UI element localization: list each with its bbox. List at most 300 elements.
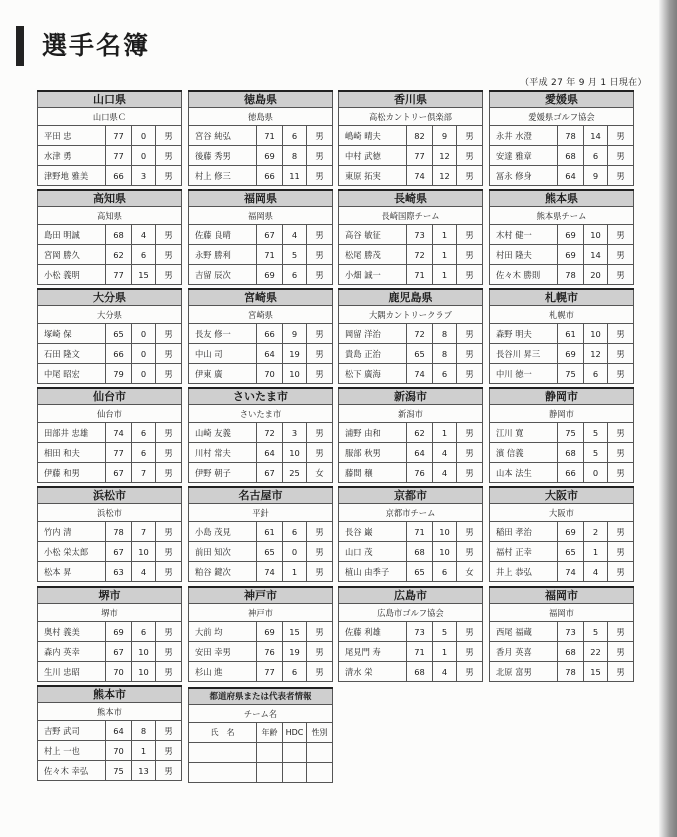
legend-blank-cell — [283, 743, 307, 763]
player-name: 杉山 進 — [189, 662, 257, 682]
player-row — [490, 324, 634, 344]
player-sex: 男 — [457, 146, 483, 166]
player-hdc: 8 — [283, 146, 307, 166]
team-table — [489, 586, 634, 682]
player-hdc: 1 — [283, 562, 307, 582]
team-table — [188, 189, 333, 285]
page-title: 選手名簿 — [42, 31, 151, 60]
player-sex: 男 — [307, 265, 333, 285]
player-sex: 男 — [156, 225, 182, 245]
player-hdc: 11 — [283, 166, 307, 186]
team-name: 静岡市 — [490, 405, 634, 423]
player-row — [38, 622, 182, 642]
player-age: 71 — [407, 642, 433, 662]
team-table — [489, 189, 634, 285]
team-name: 熊本県チーム — [490, 207, 634, 225]
player-hdc: 4 — [433, 443, 457, 463]
player-row — [490, 423, 634, 443]
player-row — [339, 324, 483, 344]
player-hdc: 9 — [433, 126, 457, 146]
player-age: 65 — [558, 542, 584, 562]
player-name: 田部井 忠雄 — [38, 423, 106, 443]
player-age: 69 — [257, 146, 283, 166]
player-sex: 男 — [457, 542, 483, 562]
player-sex: 男 — [608, 225, 634, 245]
player-age: 67 — [106, 542, 132, 562]
player-row — [38, 463, 182, 483]
player-name: 山本 法生 — [490, 463, 558, 483]
legend-blank-cell — [307, 743, 333, 763]
legend-col-sex: 性別 — [307, 723, 333, 743]
player-name: 村田 隆夫 — [490, 245, 558, 265]
team-table — [338, 189, 483, 285]
player-hdc: 19 — [283, 642, 307, 662]
region-header: 鹿児島県 — [339, 289, 483, 306]
player-hdc: 1 — [433, 265, 457, 285]
player-name: 永井 水澄 — [490, 126, 558, 146]
player-sex: 男 — [307, 245, 333, 265]
team-table — [188, 387, 333, 483]
team-name: 福岡県 — [189, 207, 333, 225]
player-age: 62 — [407, 423, 433, 443]
player-row — [38, 522, 182, 542]
player-row — [339, 245, 483, 265]
player-hdc: 7 — [132, 463, 156, 483]
player-age: 77 — [106, 265, 132, 285]
team-table — [37, 189, 182, 285]
player-age: 69 — [558, 245, 584, 265]
player-row — [339, 265, 483, 285]
team-name: 広島市ゴルフ協会 — [339, 604, 483, 622]
player-row — [189, 662, 333, 682]
player-name: 粕谷 鍵次 — [189, 562, 257, 582]
player-age: 62 — [106, 245, 132, 265]
region-header: さいたま市 — [189, 388, 333, 405]
player-hdc: 5 — [433, 622, 457, 642]
player-row — [38, 364, 182, 384]
player-age: 61 — [257, 522, 283, 542]
player-age: 64 — [407, 443, 433, 463]
player-hdc: 7 — [132, 522, 156, 542]
player-row — [38, 443, 182, 463]
player-row — [189, 562, 333, 582]
player-hdc: 1 — [433, 423, 457, 443]
player-sex: 男 — [156, 126, 182, 146]
player-age: 61 — [558, 324, 584, 344]
player-sex: 男 — [156, 642, 182, 662]
player-hdc: 8 — [433, 344, 457, 364]
player-name: 小松 栄太郎 — [38, 542, 106, 562]
player-age: 66 — [106, 344, 132, 364]
player-hdc: 5 — [584, 622, 608, 642]
player-age: 71 — [407, 522, 433, 542]
player-sex: 男 — [457, 166, 483, 186]
region-header: 静岡市 — [490, 388, 634, 405]
region-header: 浜松市 — [38, 487, 182, 504]
player-hdc: 8 — [132, 721, 156, 741]
player-hdc: 4 — [433, 662, 457, 682]
player-name: 松尾 勝茂 — [339, 245, 407, 265]
player-name: 江川 寛 — [490, 423, 558, 443]
player-hdc: 25 — [283, 463, 307, 483]
team-table — [489, 288, 634, 384]
team-table — [489, 486, 634, 582]
player-row — [490, 463, 634, 483]
player-age: 71 — [407, 265, 433, 285]
player-sex: 男 — [457, 225, 483, 245]
player-sex: 男 — [307, 622, 333, 642]
player-age: 74 — [257, 562, 283, 582]
region-header: 神戸市 — [189, 587, 333, 604]
player-age: 78 — [106, 522, 132, 542]
player-sex: 男 — [307, 423, 333, 443]
team-table — [489, 387, 634, 483]
region-header: 広島市 — [339, 587, 483, 604]
player-row — [339, 662, 483, 682]
player-sex: 男 — [608, 364, 634, 384]
player-row — [38, 423, 182, 443]
player-sex: 男 — [156, 622, 182, 642]
player-sex: 男 — [307, 126, 333, 146]
player-sex: 男 — [307, 522, 333, 542]
player-hdc: 6 — [132, 423, 156, 443]
legend-col-name: 氏 名 — [189, 723, 257, 743]
player-sex: 男 — [156, 166, 182, 186]
team-name: 浜松市 — [38, 504, 182, 522]
player-hdc: 3 — [132, 166, 156, 186]
player-hdc: 10 — [132, 542, 156, 562]
team-name: 仙台市 — [38, 405, 182, 423]
player-hdc: 0 — [132, 126, 156, 146]
player-hdc: 2 — [584, 522, 608, 542]
player-sex: 男 — [156, 344, 182, 364]
team-table — [37, 387, 182, 483]
player-name: 高谷 敏征 — [339, 225, 407, 245]
region-header: 大阪市 — [490, 487, 634, 504]
player-hdc: 5 — [283, 245, 307, 265]
player-age: 74 — [407, 364, 433, 384]
player-sex: 男 — [156, 423, 182, 443]
player-age: 69 — [257, 265, 283, 285]
player-hdc: 8 — [433, 324, 457, 344]
player-name: 平田 忠 — [38, 126, 106, 146]
player-name: 香月 英喜 — [490, 642, 558, 662]
player-sex: 男 — [156, 662, 182, 682]
player-sex: 男 — [156, 245, 182, 265]
player-sex: 男 — [608, 166, 634, 186]
player-age: 68 — [558, 642, 584, 662]
player-name: 後藤 秀男 — [189, 146, 257, 166]
player-sex: 男 — [608, 126, 634, 146]
player-age: 72 — [407, 245, 433, 265]
player-age: 68 — [407, 542, 433, 562]
player-row — [339, 562, 483, 582]
player-name: 中川 徳一 — [490, 364, 558, 384]
player-name: 前田 知次 — [189, 542, 257, 562]
player-age: 73 — [407, 225, 433, 245]
player-name: 浦野 由和 — [339, 423, 407, 443]
region-header: 仙台市 — [38, 388, 182, 405]
player-age: 75 — [106, 761, 132, 781]
player-age: 69 — [558, 522, 584, 542]
team-table — [188, 90, 333, 186]
player-sex: 男 — [608, 146, 634, 166]
player-row — [38, 126, 182, 146]
player-sex: 男 — [156, 463, 182, 483]
player-hdc: 0 — [283, 542, 307, 562]
player-age: 66 — [106, 166, 132, 186]
player-age: 67 — [257, 463, 283, 483]
player-sex: 男 — [608, 463, 634, 483]
region-header: 札幌市 — [490, 289, 634, 306]
player-row — [38, 265, 182, 285]
player-row — [490, 622, 634, 642]
team-name: 高知県 — [38, 207, 182, 225]
player-name: 佐々木 幸弘 — [38, 761, 106, 781]
player-age: 67 — [106, 463, 132, 483]
player-sex: 男 — [608, 562, 634, 582]
player-age: 65 — [257, 542, 283, 562]
player-sex: 男 — [457, 463, 483, 483]
player-name: 木村 健一 — [490, 225, 558, 245]
player-hdc: 14 — [584, 245, 608, 265]
player-name: 小島 茂見 — [189, 522, 257, 542]
player-hdc: 10 — [283, 443, 307, 463]
player-name: 福村 正幸 — [490, 542, 558, 562]
player-sex: 男 — [608, 324, 634, 344]
player-age: 75 — [558, 423, 584, 443]
player-sex: 男 — [608, 443, 634, 463]
player-row — [339, 126, 483, 146]
player-age: 64 — [257, 344, 283, 364]
player-sex: 男 — [457, 622, 483, 642]
player-sex: 男 — [156, 562, 182, 582]
player-row — [490, 126, 634, 146]
player-row — [189, 146, 333, 166]
team-name: 大分県 — [38, 306, 182, 324]
player-row — [189, 324, 333, 344]
player-sex: 男 — [608, 245, 634, 265]
player-name: 小松 義明 — [38, 265, 106, 285]
player-age: 66 — [257, 166, 283, 186]
player-hdc: 13 — [132, 761, 156, 781]
player-row — [339, 642, 483, 662]
player-row — [38, 245, 182, 265]
player-name: 安達 雅章 — [490, 146, 558, 166]
player-row — [490, 522, 634, 542]
player-sex: 男 — [156, 522, 182, 542]
region-header: 香川県 — [339, 91, 483, 108]
player-hdc: 1 — [433, 225, 457, 245]
player-age: 76 — [407, 463, 433, 483]
player-name: 長谷 巌 — [339, 522, 407, 542]
player-hdc: 10 — [132, 642, 156, 662]
player-age: 70 — [257, 364, 283, 384]
team-name: 札幌市 — [490, 306, 634, 324]
legend-col-age: 年齢 — [257, 723, 283, 743]
player-row — [490, 364, 634, 384]
player-age: 64 — [257, 443, 283, 463]
player-name: 伊藤 和男 — [38, 463, 106, 483]
player-row — [490, 265, 634, 285]
player-name: 生川 忠昭 — [38, 662, 106, 682]
player-name: 竹内 清 — [38, 522, 106, 542]
team-name: 大阪市 — [490, 504, 634, 522]
player-name: 森野 明夫 — [490, 324, 558, 344]
player-sex: 男 — [156, 364, 182, 384]
player-hdc: 6 — [132, 622, 156, 642]
player-age: 71 — [257, 126, 283, 146]
player-age: 67 — [257, 225, 283, 245]
player-age: 68 — [558, 443, 584, 463]
player-sex: 男 — [307, 562, 333, 582]
player-age: 77 — [407, 146, 433, 166]
player-sex: 男 — [307, 542, 333, 562]
player-row — [339, 522, 483, 542]
player-hdc: 1 — [433, 245, 457, 265]
player-name: 伊東 廣 — [189, 364, 257, 384]
player-age: 76 — [257, 642, 283, 662]
player-name: 植山 由季子 — [339, 562, 407, 582]
player-hdc: 6 — [283, 522, 307, 542]
player-row — [189, 463, 333, 483]
player-hdc: 9 — [584, 166, 608, 186]
player-hdc: 5 — [584, 443, 608, 463]
team-name: 愛媛県ゴルフ協会 — [490, 108, 634, 126]
player-row — [490, 225, 634, 245]
player-name: 森内 英幸 — [38, 642, 106, 662]
player-sex: 女 — [307, 463, 333, 483]
page-edge-shadow — [659, 0, 677, 837]
region-header: 名古屋市 — [189, 487, 333, 504]
team-table — [188, 586, 333, 682]
player-row — [38, 166, 182, 186]
player-hdc: 15 — [283, 622, 307, 642]
legend-blank-cell — [257, 743, 283, 763]
player-age: 74 — [407, 166, 433, 186]
player-name: 川村 常夫 — [189, 443, 257, 463]
player-sex: 男 — [608, 522, 634, 542]
player-sex: 男 — [307, 324, 333, 344]
player-sex: 男 — [608, 542, 634, 562]
player-sex: 女 — [457, 562, 483, 582]
player-sex: 男 — [307, 443, 333, 463]
region-header: 大分県 — [38, 289, 182, 306]
player-name: 長谷川 昇三 — [490, 344, 558, 364]
player-hdc: 10 — [283, 364, 307, 384]
player-name: 吉留 辰次 — [189, 265, 257, 285]
region-header: 高知県 — [38, 190, 182, 207]
player-row — [490, 344, 634, 364]
player-row — [38, 324, 182, 344]
player-hdc: 6 — [584, 146, 608, 166]
player-row — [38, 721, 182, 741]
player-row — [339, 146, 483, 166]
player-row — [490, 642, 634, 662]
player-age: 66 — [257, 324, 283, 344]
player-row — [189, 642, 333, 662]
player-age: 79 — [106, 364, 132, 384]
player-sex: 男 — [457, 443, 483, 463]
region-header: 宮崎県 — [189, 289, 333, 306]
player-row — [339, 542, 483, 562]
player-age: 72 — [407, 324, 433, 344]
player-row — [189, 344, 333, 364]
player-sex: 男 — [608, 423, 634, 443]
player-row — [339, 364, 483, 384]
player-name: 佐々木 勝則 — [490, 265, 558, 285]
player-sex: 男 — [457, 642, 483, 662]
player-sex: 男 — [307, 364, 333, 384]
player-age: 69 — [558, 344, 584, 364]
player-age: 65 — [106, 324, 132, 344]
player-age: 77 — [106, 146, 132, 166]
player-sex: 男 — [156, 721, 182, 741]
player-row — [38, 146, 182, 166]
player-name: 長友 修一 — [189, 324, 257, 344]
player-sex: 男 — [608, 265, 634, 285]
player-sex: 男 — [156, 741, 182, 761]
player-name: 相田 和夫 — [38, 443, 106, 463]
region-header: 愛媛県 — [490, 91, 634, 108]
team-table — [338, 586, 483, 682]
legend-header: 都道府県または代表者情報 — [189, 688, 333, 705]
player-name: 山口 茂 — [339, 542, 407, 562]
player-name: 塚崎 保 — [38, 324, 106, 344]
player-hdc: 1 — [132, 741, 156, 761]
team-name: さいたま市 — [189, 405, 333, 423]
player-name: 嶋崎 晴夫 — [339, 126, 407, 146]
player-sex: 男 — [307, 225, 333, 245]
player-hdc: 6 — [132, 245, 156, 265]
player-hdc: 0 — [132, 344, 156, 364]
team-name: 長崎国際チーム — [339, 207, 483, 225]
player-name: 水津 勇 — [38, 146, 106, 166]
player-row — [38, 562, 182, 582]
player-row — [189, 423, 333, 443]
player-row — [189, 542, 333, 562]
player-sex: 男 — [307, 662, 333, 682]
player-sex: 男 — [156, 761, 182, 781]
legend-blank-cell — [189, 763, 257, 783]
player-sex: 男 — [457, 265, 483, 285]
player-name: 藤間 穣 — [339, 463, 407, 483]
player-hdc: 5 — [584, 423, 608, 443]
player-row — [490, 245, 634, 265]
team-table — [338, 90, 483, 186]
player-sex: 男 — [457, 324, 483, 344]
player-hdc: 1 — [433, 642, 457, 662]
player-row — [189, 522, 333, 542]
player-row — [38, 662, 182, 682]
team-table — [37, 288, 182, 384]
team-name: 宮崎県 — [189, 306, 333, 324]
player-name: 中山 司 — [189, 344, 257, 364]
player-name: 服部 秋男 — [339, 443, 407, 463]
player-age: 65 — [407, 344, 433, 364]
player-hdc: 6 — [433, 364, 457, 384]
player-sex: 男 — [307, 642, 333, 662]
team-name: 熊本市 — [38, 703, 182, 721]
player-name: 永野 勝利 — [189, 245, 257, 265]
player-age: 78 — [558, 662, 584, 682]
player-row — [189, 225, 333, 245]
region-header: 新潟市 — [339, 388, 483, 405]
player-name: 安田 幸男 — [189, 642, 257, 662]
player-hdc: 0 — [132, 146, 156, 166]
player-hdc: 22 — [584, 642, 608, 662]
player-age: 68 — [106, 225, 132, 245]
